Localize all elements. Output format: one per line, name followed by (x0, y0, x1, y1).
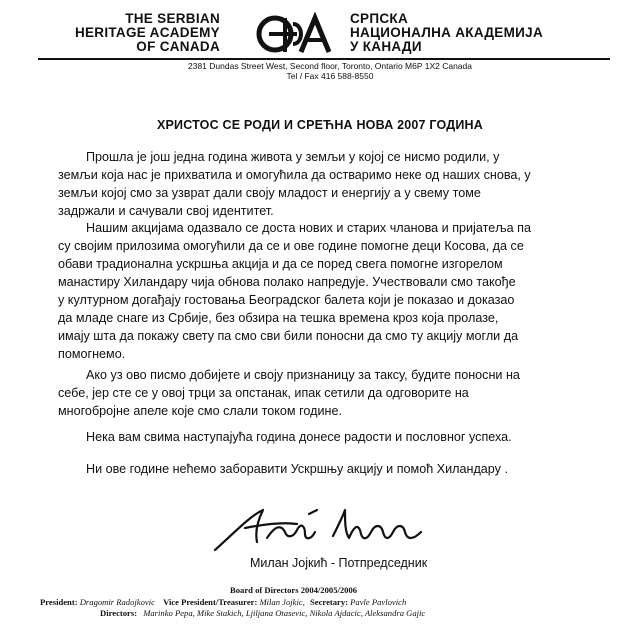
paragraph-3 (58, 366, 603, 420)
letter-title: ХРИСТОС СЕ РОДИ И СРЕЋНА НОВА 2007 ГОДИНА (156, 118, 484, 132)
paragraph-2-line-6: да младе снаге из Србије, без обзира на тешка времена кроз која пролазе, (58, 311, 499, 325)
directors-label: Directors: (100, 608, 138, 618)
paragraph-5-line-1: Ни ове године нећемо заборавити Ускршњу акцију и помоћ Хиландару . (86, 462, 508, 476)
vice-president-name: Milan Jojkic, (259, 597, 305, 607)
signatory-name: Милан Јојкић - Потпредседник (250, 556, 428, 570)
paragraph-1-line-2: земљи која нас је прихватила и омогућила да остваримо неке од наших снова, у (58, 168, 531, 182)
letterhead-address: 2381 Dundas Street West, Second floor, Toronto, Ontario M6P 1X2 Canada (188, 61, 472, 71)
paragraph-2-line-4: манастиру Хиландару чија обнова полако напредује. Учествовали смо такође (58, 275, 516, 289)
letterhead-en-line-3: OF CANADA (136, 39, 220, 54)
vice-president-label: Vice President/Treasurer: (163, 597, 258, 607)
president-label: President: (40, 597, 78, 607)
paragraph-2-line-8: помогнемо. (58, 347, 126, 361)
paragraph-1-line-3: земљи којој смо за узврат дали своју младост и енергију а у свему томе (58, 186, 481, 200)
paragraph-2 (58, 219, 603, 363)
letterhead-sr-line-1: СРПСКА (350, 11, 408, 26)
letterhead-phone: Tel / Fax 416 588-8550 (286, 71, 374, 81)
paragraph-1-line-1: Прошла је још једна година живота у земљи у којој се нисмо родили, у (86, 150, 500, 164)
paragraph-4-line-1: Нека вам свима наступајућа година донесе радости и пословног успеха. (86, 430, 512, 444)
footer-officers-line (40, 597, 640, 607)
paragraph-3-line-1: Ако уз ово писмо добијете и своју признаницу за таксу, будите поносни на (86, 368, 520, 382)
paragraph-2-line-1: Нашим акцијама одазвало се доста нових и старих чланова и пријатеља па (86, 221, 531, 235)
academy-logo-mark (255, 12, 345, 58)
signature-scribble (205, 502, 435, 557)
paragraph-3-line-3: многобројне апеле које смо слали током године. (58, 404, 342, 418)
academy-logo (255, 12, 345, 58)
letterhead-serbian (350, 12, 620, 54)
paragraph-5 (58, 460, 603, 478)
footer-directors-line (100, 608, 630, 618)
paragraph-1 (58, 148, 603, 220)
handwritten-signature (205, 502, 435, 557)
letterhead-english (40, 12, 220, 54)
secretary-label: Secretary: (310, 597, 349, 607)
letterhead-en-line-2: HERITAGE ACADEMY (74, 25, 220, 40)
paragraph-2-line-3: обави традиoнална ускршња акција и да се поред свега помогне изгорелом (58, 257, 503, 271)
letterhead-sr-line-2: НАЦИОНАЛНА АКАДЕМИЈА (350, 25, 544, 40)
paragraph-3-line-2: себе, јер сте се у овој трци за опстанак, ипак сетили да одговорите на (58, 386, 469, 400)
paragraph-4 (58, 428, 603, 446)
secretary-name: Pavle Pavlovich (350, 597, 407, 607)
board-of-directors-heading: Board of Directors 2004/2005/2006 (230, 585, 358, 595)
paragraph-2-line-5: у културном догађају гостовања Београдског балета који је показао и доказао (58, 293, 515, 307)
letterhead-sr-line-3: У КАНАДИ (350, 39, 422, 54)
directors-names: Marinko Pepa, Mike Stakich, Ljiljana Otasevic, Nikola Ajdacic, Aleksandra Gajic (143, 608, 426, 618)
paragraph-2-line-7: имају шта да покажу свету па смо сви били поносни да смо ту акцију могли да (58, 329, 519, 343)
paragraph-2-line-2: су својим прилозима омогућили да се и ове године помогне деци Косова, да се (58, 239, 524, 253)
president-name: Dragomir Radojkovic (79, 597, 155, 607)
letterhead-divider (38, 58, 610, 60)
letterhead-en-line-1: THE SERBIAN (125, 11, 220, 26)
paragraph-1-line-4: задржали и сачували свој идентитет. (58, 204, 274, 218)
